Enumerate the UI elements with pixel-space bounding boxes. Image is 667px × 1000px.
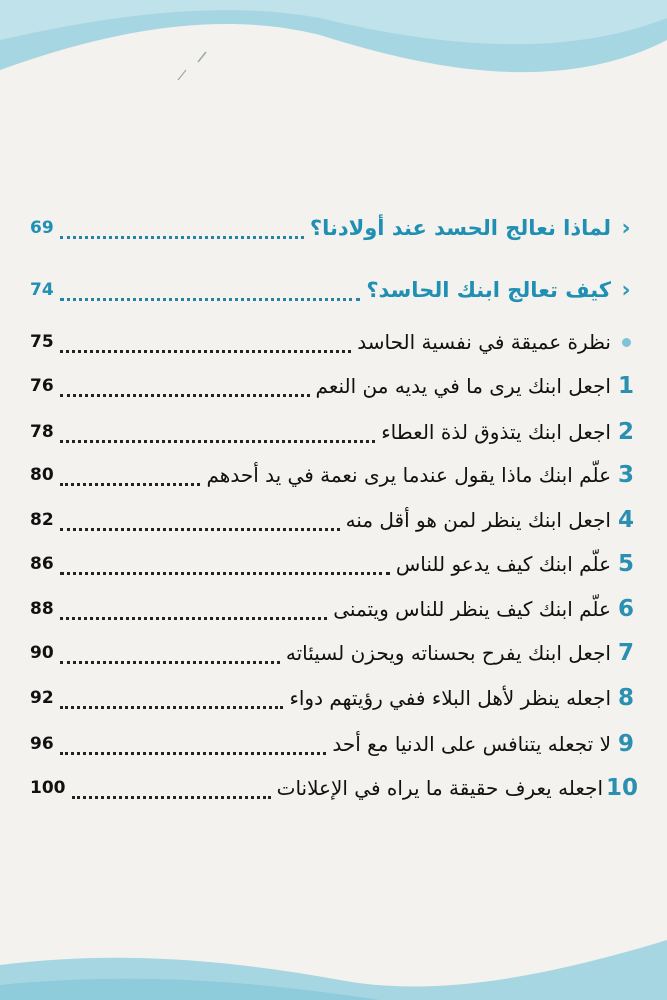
dot-leader <box>60 349 352 353</box>
toc-item[interactable] <box>30 547 637 581</box>
heading-title: كيف تعالج ابنك الحاسد؟ <box>366 278 611 302</box>
item-number: 1 <box>618 373 635 399</box>
dot-leader <box>60 527 340 531</box>
toc-item[interactable] <box>30 503 637 537</box>
toc-item[interactable] <box>30 771 637 805</box>
toc-item[interactable] <box>30 369 637 403</box>
dot-leader <box>60 616 328 620</box>
dot-leader <box>60 297 361 301</box>
dot-leader <box>72 795 271 799</box>
toc-item[interactable] <box>30 636 637 670</box>
item-title: اجعله يعرف حقيقة ما يراه في الإعلانات <box>276 776 603 800</box>
page-number: 96 <box>30 734 54 754</box>
dot-leader <box>60 393 310 397</box>
page-number: 75 <box>30 332 54 352</box>
item-number: 3 <box>618 462 635 488</box>
toc-item[interactable] <box>30 681 637 715</box>
bullet-dot-icon <box>615 338 637 347</box>
dot-leader <box>60 482 201 486</box>
item-title: لا تجعله يتنافس على الدنيا مع أحد <box>332 732 611 756</box>
item-number: 2 <box>618 419 635 445</box>
item-title: علّم ابنك كيف ينظر للناس ويتمنى <box>333 597 611 621</box>
page-number: 69 <box>30 218 54 238</box>
item-number: 7 <box>618 640 635 666</box>
dot-leader <box>60 571 390 575</box>
toc-heading[interactable] <box>30 211 637 245</box>
toc-item[interactable] <box>30 458 637 492</box>
page-number: 76 <box>30 376 54 396</box>
toc-item[interactable] <box>30 325 637 359</box>
page-number: 82 <box>30 510 54 530</box>
pen-mark <box>198 52 206 62</box>
item-number: 8 <box>618 685 635 711</box>
dot-leader <box>60 660 280 664</box>
page-number: 78 <box>30 422 54 442</box>
item-title: نظرة عميقة في نفسية الحاسد <box>357 330 611 354</box>
toc-heading[interactable] <box>30 273 637 307</box>
page-number: 90 <box>30 643 54 663</box>
item-title: اجعل ابنك يرى ما في يديه من النعم <box>315 374 611 398</box>
dot-leader <box>60 235 304 239</box>
dot-leader <box>60 705 284 709</box>
page-number: 74 <box>30 280 54 300</box>
chevron-icon: ‹ <box>621 215 631 241</box>
item-title: اجعل ابنك ينظر لمن هو أقل منه <box>345 508 611 532</box>
toc-item[interactable] <box>30 415 637 449</box>
page-number: 80 <box>30 465 54 485</box>
item-title: اجعله ينظر لأهل البلاء ففي رؤيتهم دواء <box>289 686 611 710</box>
pen-mark-2 <box>178 70 186 80</box>
toc-item[interactable] <box>30 727 637 761</box>
item-number: 4 <box>618 507 635 533</box>
dot-leader <box>60 751 327 755</box>
item-number: 9 <box>618 731 635 757</box>
item-number: 6 <box>618 596 635 622</box>
heading-title: لماذا نعالج الحسد عند أولادنا؟ <box>309 216 611 240</box>
item-title: علّم ابنك كيف يدعو للناس <box>395 552 611 576</box>
item-title: اجعل ابنك يتذوق لذة العطاء <box>381 420 611 444</box>
dot-leader <box>60 439 376 443</box>
item-title: علّم ابنك ماذا يقول عندما يرى نعمة في يد أحدهم <box>206 463 611 487</box>
item-number: 10 <box>605 775 638 801</box>
page-number: 92 <box>30 688 54 708</box>
item-number: 5 <box>618 551 635 577</box>
page-number: 88 <box>30 599 54 619</box>
chevron-icon: ‹ <box>621 277 631 303</box>
page-number: 100 <box>30 778 66 798</box>
item-title: اجعل ابنك يفرح بحسناته ويحزن لسيئاته <box>285 641 611 665</box>
page-number: 86 <box>30 554 54 574</box>
toc-item[interactable] <box>30 592 637 626</box>
